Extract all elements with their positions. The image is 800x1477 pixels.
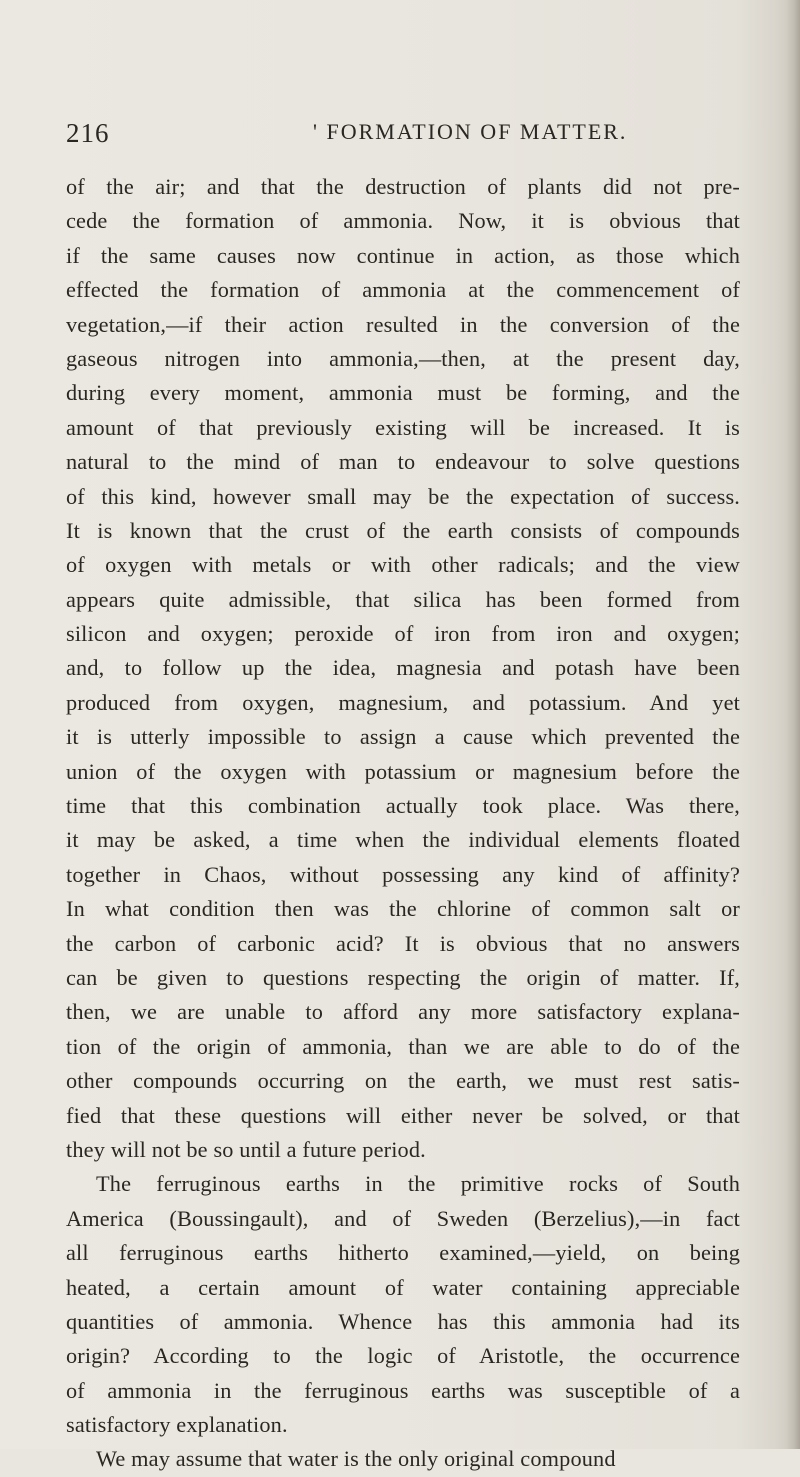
text-line: fied that these questions will either never be solved, or that [66,1102,740,1128]
text-line: appears quite admissible, that silica has been formed from [66,586,740,612]
page-edge-shadow [786,0,800,1449]
text-line: vegetation,—if their action resulted in the conversion of the [66,311,740,337]
text-line: quantities of ammonia. Whence has this ammonia had its [66,1308,740,1334]
text-line: silicon and oxygen; peroxide of iron from iron and oxygen; [66,621,740,647]
body-text [66,170,740,1477]
paragraph-first-line: The ferruginous earths in the primitive rocks of South [96,1171,740,1197]
text-line: heated, a certain amount of water containing appreciable [66,1274,740,1300]
paragraph-first-line: We may assume that water is the only original compound [96,1446,616,1472]
text-line: natural to the mind of man to endeavour to solve questions [66,449,740,475]
text-line: union of the oxygen with potassium or magnesium before the [66,758,740,784]
text-line: America (Boussingault), and of Sweden (Berzelius),—in fact [66,1205,740,1231]
text-line: of this kind, however small may be the expectation of success. [66,483,740,509]
running-head: ' FORMATION OF MATTER. [313,119,628,144]
text-line: it may be asked, a time when the individual elements floated [66,827,740,853]
text-line: if the same causes now continue in action, as those which [66,242,740,268]
text-line: they will not be so until a future period. [66,1136,426,1162]
text-line: satisfactory explanation. [66,1412,288,1438]
text-line: can be given to questions respecting the origin of matter. If, [66,964,740,990]
text-line: of oxygen with metals or with other radicals; and the view [66,552,740,578]
text-line: amount of that previously existing will be increased. It is [66,414,740,440]
text-line: of the air; and that the destruction of plants did not pre- [66,174,740,199]
page-header [66,118,740,158]
text-line: then, we are unable to afford any more satisfactory explana- [66,999,740,1025]
text-line: together in Chaos, without possessing any kind of affinity? [66,861,740,887]
text-line: origin? According to the logic of Aristotle, the occurrence [66,1343,740,1369]
text-line: produced from oxygen, magnesium, and potassium. And yet [66,689,740,715]
text-line: time that this combination actually took place. Was there, [66,793,740,819]
text-line: In what condition then was the chlorine of common salt or [66,896,740,922]
text-line: effected the formation of ammonia at the commencement of [66,277,740,303]
text-line: tion of the origin of ammonia, than we are able to do of the [66,1033,740,1059]
text-line: the carbon of carbonic acid? It is obvious that no answers [66,930,740,956]
text-line: of ammonia in the ferruginous earths was susceptible of a [66,1377,740,1403]
text-line: It is known that the crust of the earth consists of compounds [66,517,740,543]
text-line: other compounds occurring on the earth, we must rest satis- [66,1068,740,1094]
text-line: during every moment, ammonia must be forming, and the [66,380,740,406]
text-line: all ferruginous earths hitherto examined,—yield, on being [66,1240,740,1266]
text-line: cede the formation of ammonia. Now, it is obvious that [66,208,740,234]
page-number: 216 [66,118,110,148]
text-line: and, to follow up the idea, magnesia and potash have been [66,655,740,681]
text-line: it is utterly impossible to assign a cause which prevented the [66,724,740,750]
text-line: gaseous nitrogen into ammonia,—then, at the present day, [66,345,740,371]
